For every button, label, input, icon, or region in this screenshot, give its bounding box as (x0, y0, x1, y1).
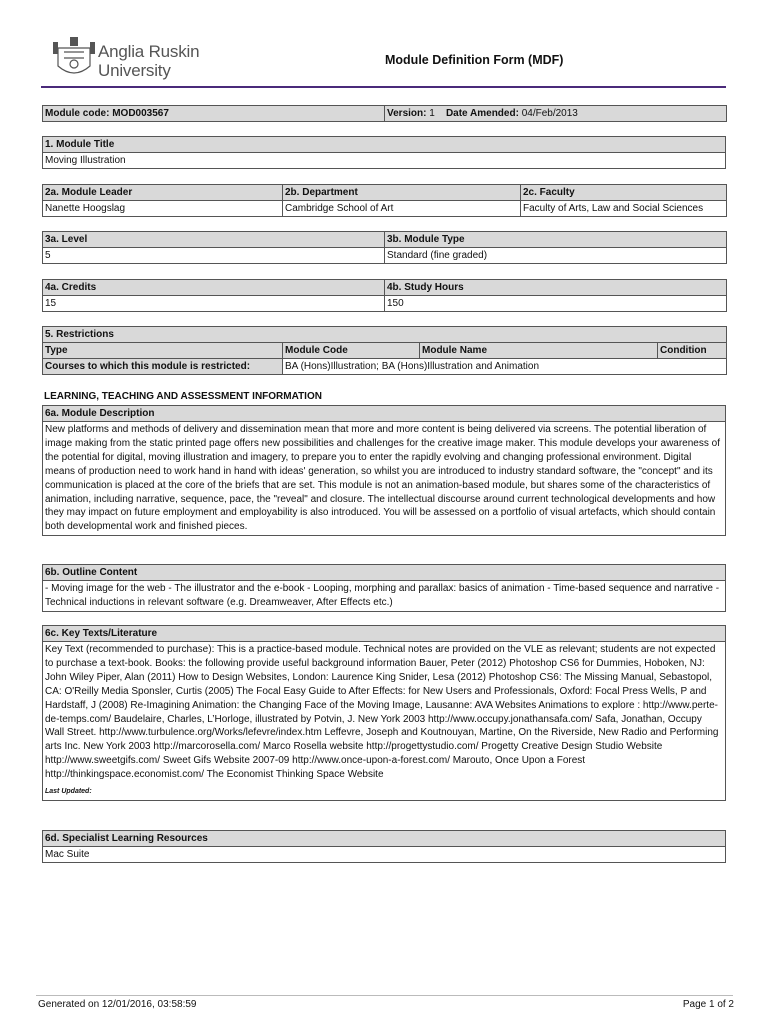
header-divider (41, 86, 726, 88)
module-title-heading: 1. Module Title (43, 137, 726, 153)
key-texts-heading: 6c. Key Texts/Literature (43, 626, 726, 642)
form-title: Module Definition Form (MDF) (385, 53, 564, 67)
version-value: 1 (429, 107, 435, 119)
level-heading: 3a. Level (43, 232, 385, 248)
date-amended-value: 04/Feb/2013 (521, 107, 578, 119)
study-hours-value: 150 (385, 296, 727, 312)
learning-resources-table (42, 830, 726, 863)
restrictions-col-module-code: Module Code (283, 343, 420, 359)
key-texts-table (42, 625, 726, 801)
university-name (98, 42, 199, 80)
credits-table (42, 279, 727, 312)
university-name-line1: Anglia Ruskin (98, 42, 200, 61)
learning-resources-value: Mac Suite (43, 847, 726, 863)
key-texts-text: Key Text (recommended to purchase): This is a practice-based module. Technical notes are provided on the VLE as relevant; students are not expected to purchase a text-book. Books: the following provide useful background information Bauer, Peter (2012) Photoshop CS6 for Dummies, Hoboken, NJ: John Wiley Piper, Alan (2011) How to Design Websites, London: Laurence King Snider, Lesa (2012) Photoshop CS6: The Missing Manual, Sebastopol, CA: O'Reilly Media Sponsler, Curtis (2005) The Focal Easy Guide to After Effects: for New Users and Professionals, Oxford: Focal Press Wells, P and Hardstaff, J (2008) Re-Imagining Animation: the Changing Face of the Moving Image, Lausanne: AVA Websites Animations to explore : http://www.perte-de-temps.com/ Baudelaire, Charles, L’Horloge, illustrated by Potvin, J. New York 2003 http://www.occupy.jonathansafa.com/ Safa, Jonathan, Occupy Wall Street. http://www.turbulence.org/Works/lefevre/index.htm Leffevre, Joseph and Koutnouyan, Martine, On the Riverside, New Radio and Performing arts Inc. New York 2003 http://marcorosella.com/ Marco Rosella website http://progettystudio.com/ Progetty Creative Design Studio Website http://www.sweetgifs.com/ Sweet Gifs Website 2007-09 http://www.once-upon-a-forest.com/ Marouto, Once Upon a Forest http://thinkingspace.economist.com/ The Economist Thinking Space Website (45, 644, 719, 781)
outline-content-table (42, 564, 726, 612)
module-leader-value: Nanette Hoogslag (43, 201, 283, 217)
restrictions-table (42, 326, 727, 375)
level-table (42, 231, 727, 264)
study-hours-heading: 4b. Study Hours (385, 280, 727, 296)
version-date-cell (385, 106, 727, 122)
credits-heading: 4a. Credits (43, 280, 385, 296)
module-leader-heading: 2a. Module Leader (43, 185, 283, 201)
outline-content-heading: 6b. Outline Content (43, 565, 726, 581)
generated-timestamp: Generated on 12/01/2016, 03:58:59 (38, 999, 197, 1010)
restrictions-col-module-name: Module Name (420, 343, 658, 359)
module-title-table (42, 136, 726, 169)
module-title-value: Moving Illustration (43, 153, 726, 169)
faculty-heading: 2c. Faculty (521, 185, 727, 201)
module-description-text: New platforms and methods of delivery and dissemination mean that more and more content is being delivered via screens. The potential liberation of image making from the static printed page offers new possibilities and challenges for the creative image maker. This module develops your awareness of the potential for digital, moving illustration and imagery, to prepare you to enter the rapidly evolving and changing professional environment. Digital means of production need to work hand in hand with ideas' generation, so whilst you are introduced to industry standard software, the "concept" and its communication is placed at the core of the briefs that are set. This module is not an animation-based module, but shares some of the characteristics of animation, including narrative, sequence, pace, the "reveal" and closure. The intellectual discourse around current technological developments and how they may impact on future employment and employability is also introduced. You will be assessed on a portfolio of visual artefacts, which should contain both developmental work and finished pieces. (43, 422, 726, 536)
module-description-table (42, 405, 726, 536)
learning-resources-heading: 6d. Specialist Learning Resources (43, 831, 726, 847)
page-number: Page 1 of 2 (682, 999, 734, 1010)
credits-value: 15 (43, 296, 385, 312)
department-value: Cambridge School of Art (283, 201, 521, 217)
module-description-heading: 6a. Module Description (43, 406, 726, 422)
ltai-section-label: LEARNING, TEACHING AND ASSESSMENT INFORMATION (44, 391, 322, 402)
restrictions-heading: 5. Restrictions (43, 327, 727, 343)
module-code: Module code: MOD003567 (43, 106, 385, 122)
department-heading: 2b. Department (283, 185, 521, 201)
last-updated-label: Last Updated: (45, 788, 92, 796)
restrictions-col-type: Type (43, 343, 283, 359)
version-label: Version: (387, 107, 427, 119)
date-amended-label: Date Amended: (445, 107, 519, 119)
university-name-line2: University (98, 61, 171, 80)
footer-divider (36, 995, 733, 996)
module-type-heading: 3b. Module Type (385, 232, 727, 248)
key-texts-cell (43, 642, 726, 801)
faculty-value: Faculty of Arts, Law and Social Sciences (521, 201, 727, 217)
restrictions-row-value: BA (Hons)Illustration; BA (Hons)Illustration and Animation (283, 359, 727, 375)
level-value: 5 (43, 248, 385, 264)
outline-content-text: - Moving image for the web - The illustrator and the e-book - Looping, morphing and parallax: basics of animation - Time-based sequence and narrative - Technical inductions in relevant software (e.g. Dreamweaver, After Effects etc.) (43, 581, 726, 612)
module-code-table (42, 105, 727, 122)
module-leader-table (42, 184, 727, 217)
restrictions-col-condition: Condition (658, 343, 727, 359)
restrictions-row-label: Courses to which this module is restricted: (43, 359, 283, 375)
module-type-value: Standard (fine graded) (385, 248, 727, 264)
